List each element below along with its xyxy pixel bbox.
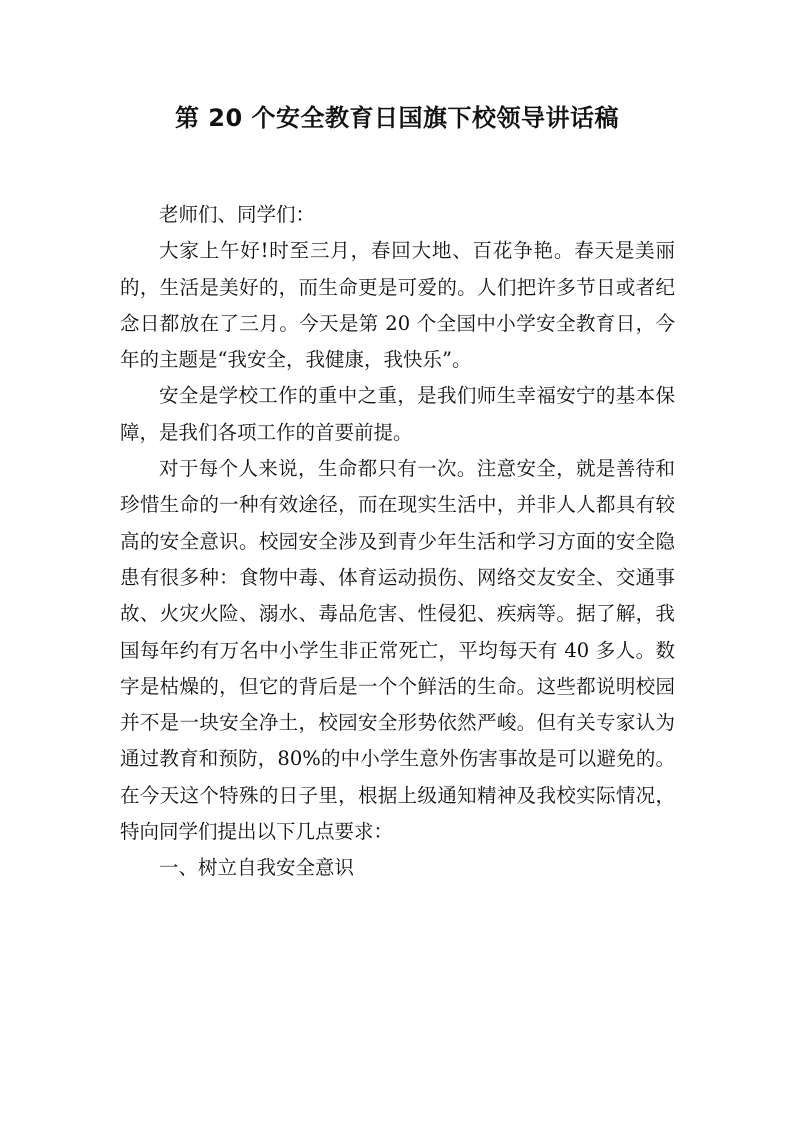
document-title: 第 20 个安全教育日国旗下校领导讲话稿 [174,104,620,132]
safety-awareness-paragraph: 对于每个人来说，生命都只有一次。注意安全，就是善待和珍惜生命的一种有效途径，而在现实生活中，并非人人都具有较高的安全意识。校园安全涉及到青少年生活和学习方面的安全隐患有很多种：食物中毒、体育运动损伤、网络交友安全、交通事故、火灾火险、溺水、毒品危害、性侵犯、疾病等。据了解，我国每年约有万名中小学生非正常死亡，平均每天有 40 多人。数字是枯燥的，但它的背后是一个个鲜活的生命。这些都说明校园并不是一块安全净土，校园安全形势依然严峻。但有关专家认为通过教育和预防，80%的中小学生意外伤害事故是可以避免的。在今天这个特殊的日子里，根据上级通知精神及我校实际情况，特向同学们提出以下几点要求： [120,457,675,844]
greeting-paragraph: 老师们、同学们： [159,203,316,226]
opening-paragraph: 大家上午好!时至三月，春回大地、百花争艳。春天是美丽的，生活是美好的，而生命更是可爱的。人们把许多节日或者纪念日都放在了三月。今天是第 20 个全国中小学安全教育日，今年的主题是“我安全，我健康，我快乐”。 [120,239,675,372]
section-heading-1: 一、树立自我安全意识 [159,856,355,880]
document-body [120,197,675,887]
safety-priority-paragraph: 安全是学校工作的重中之重，是我们师生幸福安宁的基本保障，是我们各项工作的首要前提。 [120,384,675,444]
